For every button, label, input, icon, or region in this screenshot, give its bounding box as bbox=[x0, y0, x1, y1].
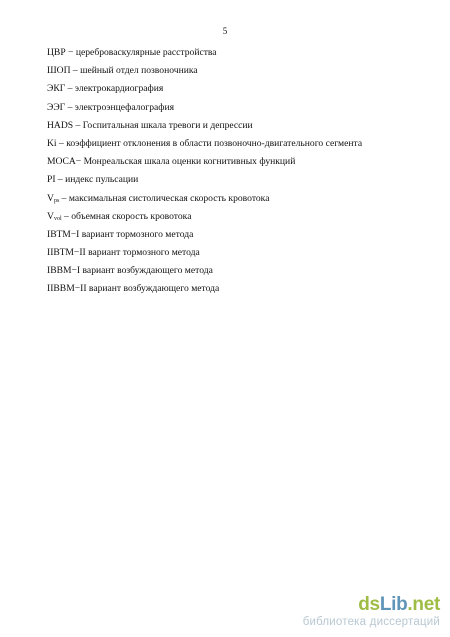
abbreviation-text: IВТМ−I вариант тормозного метода bbox=[47, 228, 194, 240]
abbreviation-text: HADS – Госпитальная шкала тревоги и депрессии bbox=[47, 119, 253, 131]
abbreviation-text: ЦВР − цереброваскулярные расстройства bbox=[47, 47, 217, 58]
abbreviation-item bbox=[47, 208, 362, 226]
abbreviation-text: IIВТМ−II вариант тормозного метода bbox=[47, 247, 200, 259]
watermark-logo-part1: ds bbox=[358, 594, 380, 615]
watermark-caption: библиотека диссертаций bbox=[302, 616, 440, 628]
abbreviation-rest: – максимальная систолическая скорость кровотока bbox=[59, 192, 270, 204]
abbreviation-item bbox=[47, 280, 362, 298]
abbreviation-subscript: vol bbox=[53, 215, 62, 222]
abbreviation-text: ЭКГ – электрокардиография bbox=[47, 83, 164, 95]
abbreviation-rest: – объемная скорость кровотока bbox=[61, 210, 192, 222]
abbreviation-base: V bbox=[47, 210, 54, 222]
abbreviation-subscript: ps bbox=[53, 197, 60, 204]
abbreviation-base: V bbox=[47, 192, 54, 204]
page-number: 5 bbox=[222, 26, 228, 36]
abbreviation-text: MOCA− Монреальская шкала оценки когнитивных функций bbox=[47, 156, 296, 168]
abbreviation-item bbox=[47, 153, 362, 171]
abbreviation-item bbox=[47, 262, 362, 280]
watermark-logo bbox=[303, 595, 440, 615]
abbreviation-text: Ki – коэффициент отклонения в области позвоночно-двигательного сегмента bbox=[47, 137, 363, 149]
abbreviation-item bbox=[47, 44, 362, 62]
abbreviation-text: IВВМ−I вариант возбуждающего метода bbox=[47, 265, 213, 277]
watermark bbox=[303, 595, 440, 629]
watermark-logo-part2: Lib bbox=[379, 594, 408, 615]
abbreviation-item bbox=[47, 135, 362, 153]
abbreviation-text: IIВВМ−II вариант возбуждающего метода bbox=[47, 283, 220, 295]
abbreviation-item bbox=[47, 226, 362, 244]
abbreviation-item bbox=[47, 117, 362, 135]
abbreviation-item bbox=[47, 62, 362, 80]
abbreviation-item bbox=[47, 190, 362, 208]
abbreviation-item bbox=[47, 244, 362, 262]
abbreviation-text: PI – индекс пульсации bbox=[47, 174, 139, 186]
abbreviation-item bbox=[47, 171, 362, 189]
abbreviation-text: ШОП – шейный отдел позвоночника bbox=[47, 65, 198, 77]
abbreviation-item bbox=[47, 80, 362, 98]
abbreviation-list bbox=[47, 44, 362, 299]
abbreviation-item bbox=[47, 99, 362, 117]
watermark-logo-part3: .net bbox=[407, 594, 440, 615]
abbreviation-text: ЭЭГ – электроэнцефалография bbox=[47, 101, 175, 113]
